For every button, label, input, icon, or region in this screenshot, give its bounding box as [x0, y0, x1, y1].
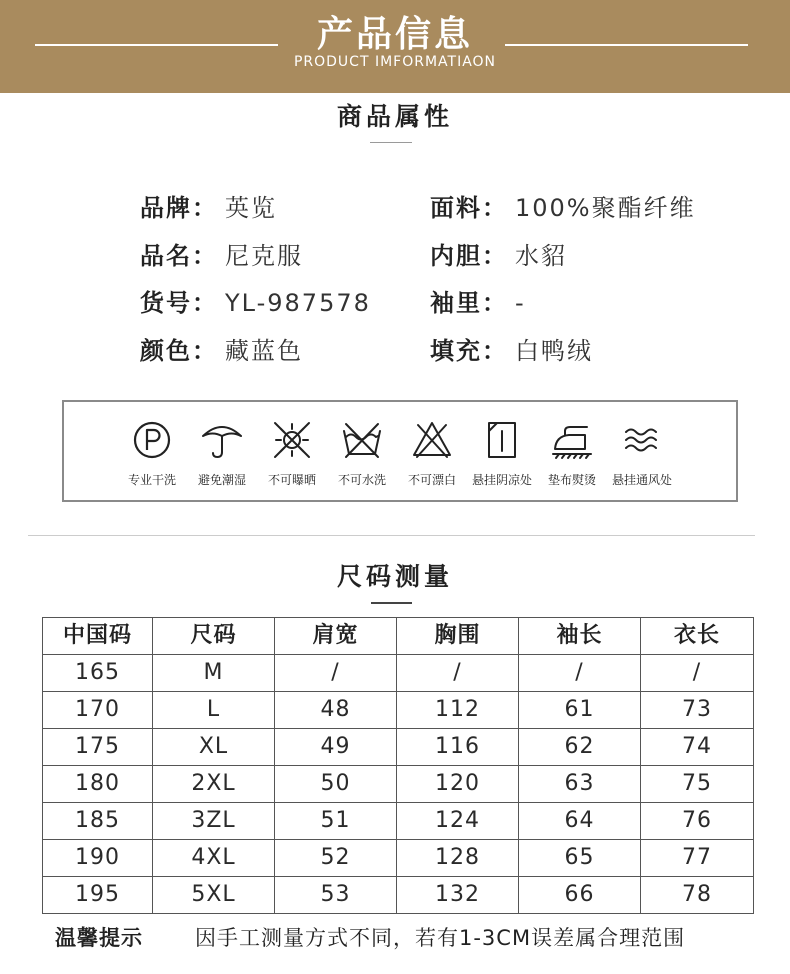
header-china-size: 中国码	[43, 618, 153, 655]
cell-china-size: 190	[43, 840, 153, 877]
cell-shoulder: 52	[275, 840, 397, 877]
header-shoulder: 肩宽	[275, 618, 397, 655]
attr-label-liner: 内胆：	[430, 241, 508, 270]
no-wash-icon	[340, 419, 384, 461]
cell-china-size: 195	[43, 877, 153, 914]
attributes-grid	[140, 185, 755, 376]
banner-subtitle: PRODUCT IMFORMATIAON	[293, 54, 497, 70]
footer-tip-label: 温馨提示	[55, 926, 143, 950]
cell-chest: 132	[397, 877, 519, 914]
cell-size: L	[153, 692, 275, 729]
attr-label-brand: 品牌：	[140, 194, 218, 222]
cell-china-size: 170	[43, 692, 153, 729]
cell-chest: 112	[397, 692, 519, 729]
table-row	[43, 766, 754, 803]
size-chart-heading-underline	[371, 602, 412, 604]
table-row	[43, 803, 754, 840]
care-label: 不可水洗	[337, 473, 386, 487]
table-row	[43, 840, 754, 877]
cell-shoulder: 51	[275, 803, 397, 840]
attr-value-brand: 英览	[225, 194, 277, 222]
ventilated-dry-icon	[620, 419, 664, 461]
cell-shoulder: 49	[275, 729, 397, 766]
care-item	[327, 402, 397, 500]
cell-size: XL	[153, 729, 275, 766]
cell-length: 74	[641, 729, 754, 766]
attr-label-sleeve-lining: 袖里：	[430, 289, 508, 318]
cell-sleeve: 61	[519, 692, 641, 729]
attr-value-item-no: YL-987578	[225, 289, 371, 318]
care-item	[117, 402, 187, 500]
cell-sleeve: 63	[519, 766, 641, 803]
attr-value-fabric: 100%聚酯纤维	[515, 194, 696, 222]
cell-china-size: 175	[43, 729, 153, 766]
cell-length: /	[641, 655, 754, 692]
care-item	[607, 402, 677, 500]
cell-length: 73	[641, 692, 754, 729]
footer-tip-text: 因手工测量方式不同，若有1-3CM误差属合理范围	[195, 926, 686, 950]
care-label: 专业干洗	[127, 473, 176, 487]
care-label: 垫布熨烫	[547, 473, 596, 487]
banner-title: 产品信息	[316, 14, 473, 55]
care-icons-row	[117, 402, 677, 500]
banner-line-right	[505, 44, 748, 46]
cell-chest: 124	[397, 803, 519, 840]
attr-value-sleeve-lining: -	[515, 289, 526, 318]
cell-china-size: 180	[43, 766, 153, 803]
cell-chest: 128	[397, 840, 519, 877]
cell-shoulder: 48	[275, 692, 397, 729]
header-length: 衣长	[641, 618, 754, 655]
umbrella-icon	[200, 419, 244, 461]
cell-length: 76	[641, 803, 754, 840]
shade-dry-icon	[480, 419, 524, 461]
table-header-row	[43, 618, 754, 655]
attr-value-filling: 白鸭绒	[515, 337, 593, 366]
cell-chest: /	[397, 655, 519, 692]
cell-china-size: 185	[43, 803, 153, 840]
cell-sleeve: 62	[519, 729, 641, 766]
cell-size: 2XL	[153, 766, 275, 803]
care-label: 不可曝晒	[267, 473, 316, 487]
care-item	[397, 402, 467, 500]
section-divider	[28, 535, 755, 536]
care-label: 悬挂通风处	[611, 473, 672, 487]
cell-size: 4XL	[153, 840, 275, 877]
cell-size: M	[153, 655, 275, 692]
attr-value-color: 藏蓝色	[225, 337, 303, 366]
cell-china-size: 165	[43, 655, 153, 692]
cell-shoulder: /	[275, 655, 397, 692]
cell-length: 77	[641, 840, 754, 877]
cell-sleeve: 65	[519, 840, 641, 877]
cell-length: 75	[641, 766, 754, 803]
size-table	[42, 617, 754, 914]
no-sun-icon	[270, 419, 314, 461]
attr-label-fabric: 面料：	[430, 194, 508, 222]
cell-chest: 120	[397, 766, 519, 803]
iron-cloth-icon	[550, 419, 594, 461]
attr-value-liner: 水貂	[515, 241, 567, 270]
care-instructions-box	[62, 400, 738, 502]
header-sleeve: 袖长	[519, 618, 641, 655]
cell-sleeve: /	[519, 655, 641, 692]
table-row	[43, 692, 754, 729]
care-label: 不可漂白	[407, 473, 456, 487]
cell-shoulder: 53	[275, 877, 397, 914]
table-row	[43, 729, 754, 766]
attr-value-name: 尼克服	[225, 241, 303, 270]
care-item	[467, 402, 537, 500]
attributes-heading: 商品属性	[336, 102, 453, 131]
dry-clean-icon	[130, 419, 174, 461]
cell-size: 3ZL	[153, 803, 275, 840]
header-chest: 胸围	[397, 618, 519, 655]
size-chart-heading: 尺码测量	[336, 562, 453, 591]
cell-size: 5XL	[153, 877, 275, 914]
banner	[0, 0, 790, 93]
cell-length: 78	[641, 877, 754, 914]
cell-chest: 116	[397, 729, 519, 766]
attr-label-color: 颜色：	[140, 337, 218, 366]
attr-label-name: 品名：	[140, 241, 218, 270]
cell-sleeve: 66	[519, 877, 641, 914]
care-item	[187, 402, 257, 500]
header-size: 尺码	[153, 618, 275, 655]
cell-shoulder: 50	[275, 766, 397, 803]
table-row	[43, 655, 754, 692]
care-item	[537, 402, 607, 500]
cell-sleeve: 64	[519, 803, 641, 840]
attr-label-item-no: 货号：	[140, 289, 218, 318]
care-item	[257, 402, 327, 500]
attr-label-filling: 填充：	[430, 337, 508, 366]
care-label: 悬挂阴凉处	[471, 473, 532, 487]
no-bleach-icon	[410, 419, 454, 461]
attributes-heading-underline	[370, 142, 412, 143]
table-row	[43, 877, 754, 914]
care-label: 避免潮湿	[197, 473, 246, 487]
